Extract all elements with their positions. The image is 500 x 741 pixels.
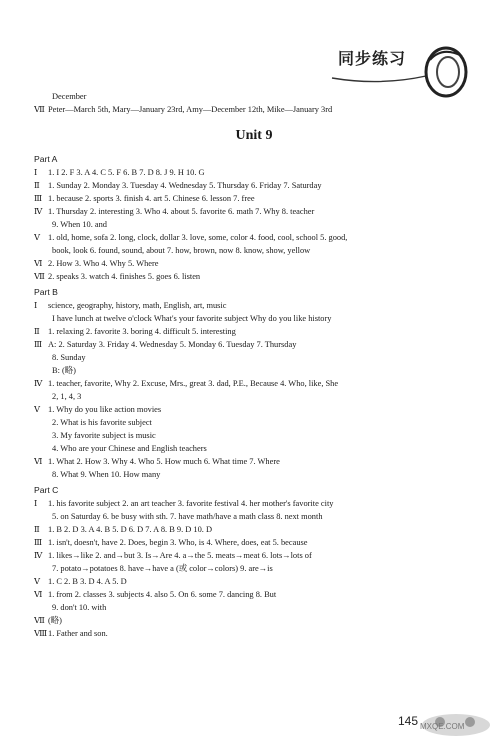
section-numeral: Ⅴ [34,233,41,242]
part-a-line [34,231,474,244]
part-b-line [34,455,474,468]
section-numeral: Ⅴ [34,405,41,414]
part-c-line [34,497,474,510]
logo-text: 同步练习 [338,49,407,68]
answer-text: (略) [48,616,62,625]
answer-text: 1. C 2. B 3. D 4. A 5. D [48,577,127,586]
section-numeral: Ⅱ [34,327,40,336]
answer-text: 1. relaxing 2. favorite 3. boring 4. difficult 5. interesting [48,327,236,336]
answer-text: 1. What 2. How 3. Why 4. Who 5. How much 6. What time 7. Where [48,457,280,466]
answer-text: 1. from 2. classes 3. subjects 4. also 5. On 6. some 7. dancing 8. But [48,590,277,599]
part-c-line [34,549,474,562]
section-numeral: Ⅵ [34,259,43,268]
answer-text: B: (略) [52,366,76,375]
answer-text: 8. What 9. When 10. How many [52,470,161,479]
section-numeral: Ⅲ [34,538,43,547]
answer-text: A: 2. Saturday 3. Friday 4. Wednesday 5. Monday 6. Tuesday 7. Thursday [48,340,297,349]
part-a-label: Part A [34,154,58,164]
section-numeral: Ⅲ [34,194,43,203]
part-a-line [34,192,474,205]
section-numeral: Ⅳ [34,551,43,560]
answer-text: 1. old, home, sofa 2. long, clock, dollar 3. love, some, color 4. food, cool, school 5. good, [48,233,348,242]
answer-text: 1. isn't, doesn't, have 2. Does, begin 3. Who, is 4. Where, does, eat 5. because [48,538,308,547]
answer-text: 5. on Saturday 6. be busy with sth. 7. have math/have a math class 8. next month [52,512,323,521]
part-c-line [34,588,474,601]
part-c-line [34,510,474,523]
section-numeral: Ⅵ [34,457,43,466]
section-numeral: Ⅶ [34,272,45,281]
section-numeral: Ⅶ [34,105,45,114]
part-b-line [34,312,474,325]
section-numeral: Ⅴ [34,577,41,586]
part-b-line [34,364,474,377]
answer-content [34,90,474,640]
answer-text: 1. Father and son. [48,629,108,638]
part-b-line [34,299,474,312]
unit-title: Unit 9 [235,128,273,143]
part-b-line [34,377,474,390]
part-c-line [34,614,474,627]
part-b-line [34,468,474,481]
answer-text: 1. I 2. F 3. A 4. C 5. F 6. B 7. D 8. J 9. H 10. G [48,168,205,177]
answer-text: book, look 6. found, sound, about 7. how, brown, now 8. know, show, yellow [52,246,311,255]
part-b-line [34,442,474,455]
answer-text: 3. My favorite subject is music [52,431,156,440]
answer-text: science, geography, history, math, English, art, music [48,301,227,310]
answer-text: I have lunch at twelve o'clock What's your favorite subject Why do you like history [52,314,332,323]
part-a-line [34,244,474,257]
answer-text: 2. What is his favorite subject [52,418,152,427]
page-number: 145 [398,714,419,728]
answer-text: 8. Sunday [52,353,86,362]
part-b-line [34,351,474,364]
answer-text: 1. teacher, favorite, Why 2. Excuse, Mrs., great 3. dad, P.E., Because 4. Who, like, She [48,379,339,388]
part-b-label: Part B [34,287,58,297]
top-line [34,90,474,103]
answer-text: 1. his favorite subject 2. an art teacher 3. favorite festival 4. her mother's favorite city [48,499,334,508]
section-numeral: Ⅲ [34,340,43,349]
answer-text: 7. potato→potatoes 8. have→have a (或 color→colors) 9. are→is [52,564,273,573]
part-b-line [34,403,474,416]
part-b-line [34,416,474,429]
part-b-line [34,338,474,351]
answer-text: 1. Why do you like action movies [48,405,162,414]
watermark-text: MXQE.COM [420,722,465,731]
part-a-line [34,205,474,218]
part-c-line [34,536,474,549]
section-numeral: Ⅰ [34,301,38,310]
answer-text: 2, 1, 4, 3 [52,392,82,401]
section-numeral: Ⅷ [34,629,48,638]
section-numeral: Ⅰ [34,499,38,508]
part-c-line [34,575,474,588]
part-b-line [34,325,474,338]
part-c-line [34,601,474,614]
part-c-label: Part C [34,485,59,495]
answer-text: 1. because 2. sports 3. finish 4. art 5. Chinese 6. lesson 7. free [48,194,255,203]
section-numeral: Ⅱ [34,525,40,534]
top-line [34,103,474,116]
part-a-line [34,179,474,192]
section-numeral: Ⅱ [34,181,40,190]
answer-text: 9. When 10. and [52,220,107,229]
answer-text: 1. Sunday 2. Monday 3. Tuesday 4. Wednesday 5. Thursday 6. Friday 7. Saturday [48,181,322,190]
section-numeral: Ⅳ [34,207,43,216]
section-numeral: Ⅵ [34,590,43,599]
part-a-line [34,166,474,179]
part-c-line [34,562,474,575]
answer-text: 1. B 2. D 3. A 4. B 5. D 6. D 7. A 8. B 9. D 10. D [48,525,213,534]
part-a-line [34,218,474,231]
section-numeral: Ⅰ [34,168,38,177]
answer-text: 1. likes→like 2. and→but 3. Is→Are 4. a→the 5. meats→meat 6. lots→lots of [48,551,312,560]
answer-text: Peter—March 5th, Mary—January 23rd, Amy—December 12th, Mike—January 3rd [48,105,333,114]
answer-text: 2. How 3. Who 4. Why 5. Where [48,259,159,268]
part-c-line [34,523,474,536]
part-a-line [34,257,474,270]
section-numeral: Ⅶ [34,616,45,625]
answer-text: 2. speaks 3. watch 4. finishes 5. goes 6. listen [48,272,201,281]
part-b-line [34,429,474,442]
answer-text: 4. Who are your Chinese and English teachers [52,444,207,453]
answer-text: 9. don't 10. with [52,603,107,612]
answer-text: 1. Thursday 2. interesting 3. Who 4. about 5. favorite 6. math 7. Why 8. teacher [48,207,315,216]
section-numeral: Ⅳ [34,379,43,388]
part-a-line [34,270,474,283]
part-b-line [34,390,474,403]
part-c-line [34,627,474,640]
answer-text: December [52,92,87,101]
